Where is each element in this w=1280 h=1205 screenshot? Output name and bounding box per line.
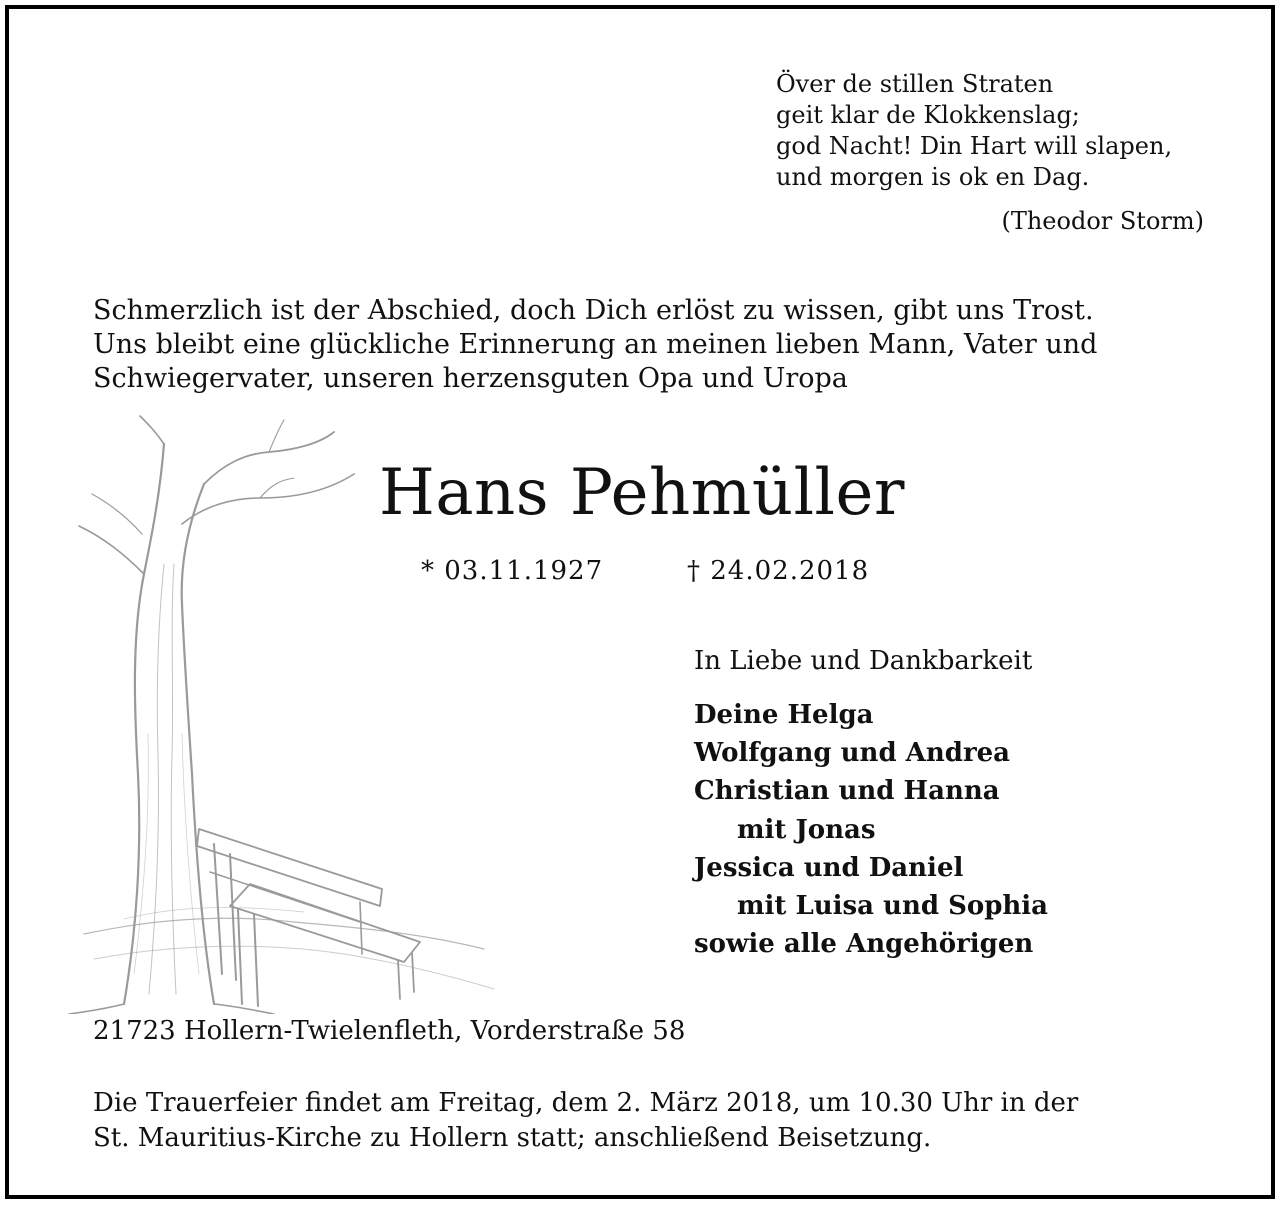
funeral-info [93,1086,1078,1156]
funeral-line: St. Mauritius-Kirche zu Hollern statt; anschließend Beisetzung. [93,1123,932,1153]
list-item: sowie alle Angehörigen [694,929,1034,960]
poem-block [776,69,1216,237]
list-item: mit Jonas [737,814,876,845]
poem-line: geit klar de Klokkenslag; [776,101,1080,129]
list-item: mit Luisa und Sophia [737,891,1049,922]
list-item: Jessica und Daniel [694,852,964,883]
address-text: 21723 Hollern-Twielenfleth, Vorderstraße 58 [93,1016,686,1046]
birth-date: * 03.11.1927 [421,556,604,586]
intro-line: Schmerzlich ist der Abschied, doch Dich erlöst zu wissen, gibt uns Trost. [93,295,1094,326]
poem-author: (Theodor Storm) [1001,207,1204,235]
poem-line: god Nacht! Din Hart will slapen, [776,132,1173,160]
mourners-list [694,696,1048,963]
death-date: † 24.02.2018 [687,556,870,586]
intro-text [93,294,1213,396]
list-item: Deine Helga [694,700,874,730]
list-item: Christian und Hanna [694,776,1000,807]
intro-line: Uns bleibt eine glückliche Erinnerung an meinen lieben Mann, Vater und [93,329,1098,360]
dedication-text: In Liebe und Dankbarkeit [694,646,1033,676]
list-item: Wolfgang und Andrea [694,738,1011,769]
deceased-name: Hans Pehmüller [379,456,905,530]
funeral-line: Die Trauerfeier findet am Freitag, dem 2. März 2018, um 10.30 Uhr in der [93,1088,1079,1118]
poem-line: Över de stillen Straten [776,70,1054,98]
poem-line: und morgen is ok en Dag. [776,163,1090,191]
obituary-notice [5,5,1275,1199]
intro-line: Schwiegervater, unseren herzensguten Opa und Uropa [93,363,848,394]
